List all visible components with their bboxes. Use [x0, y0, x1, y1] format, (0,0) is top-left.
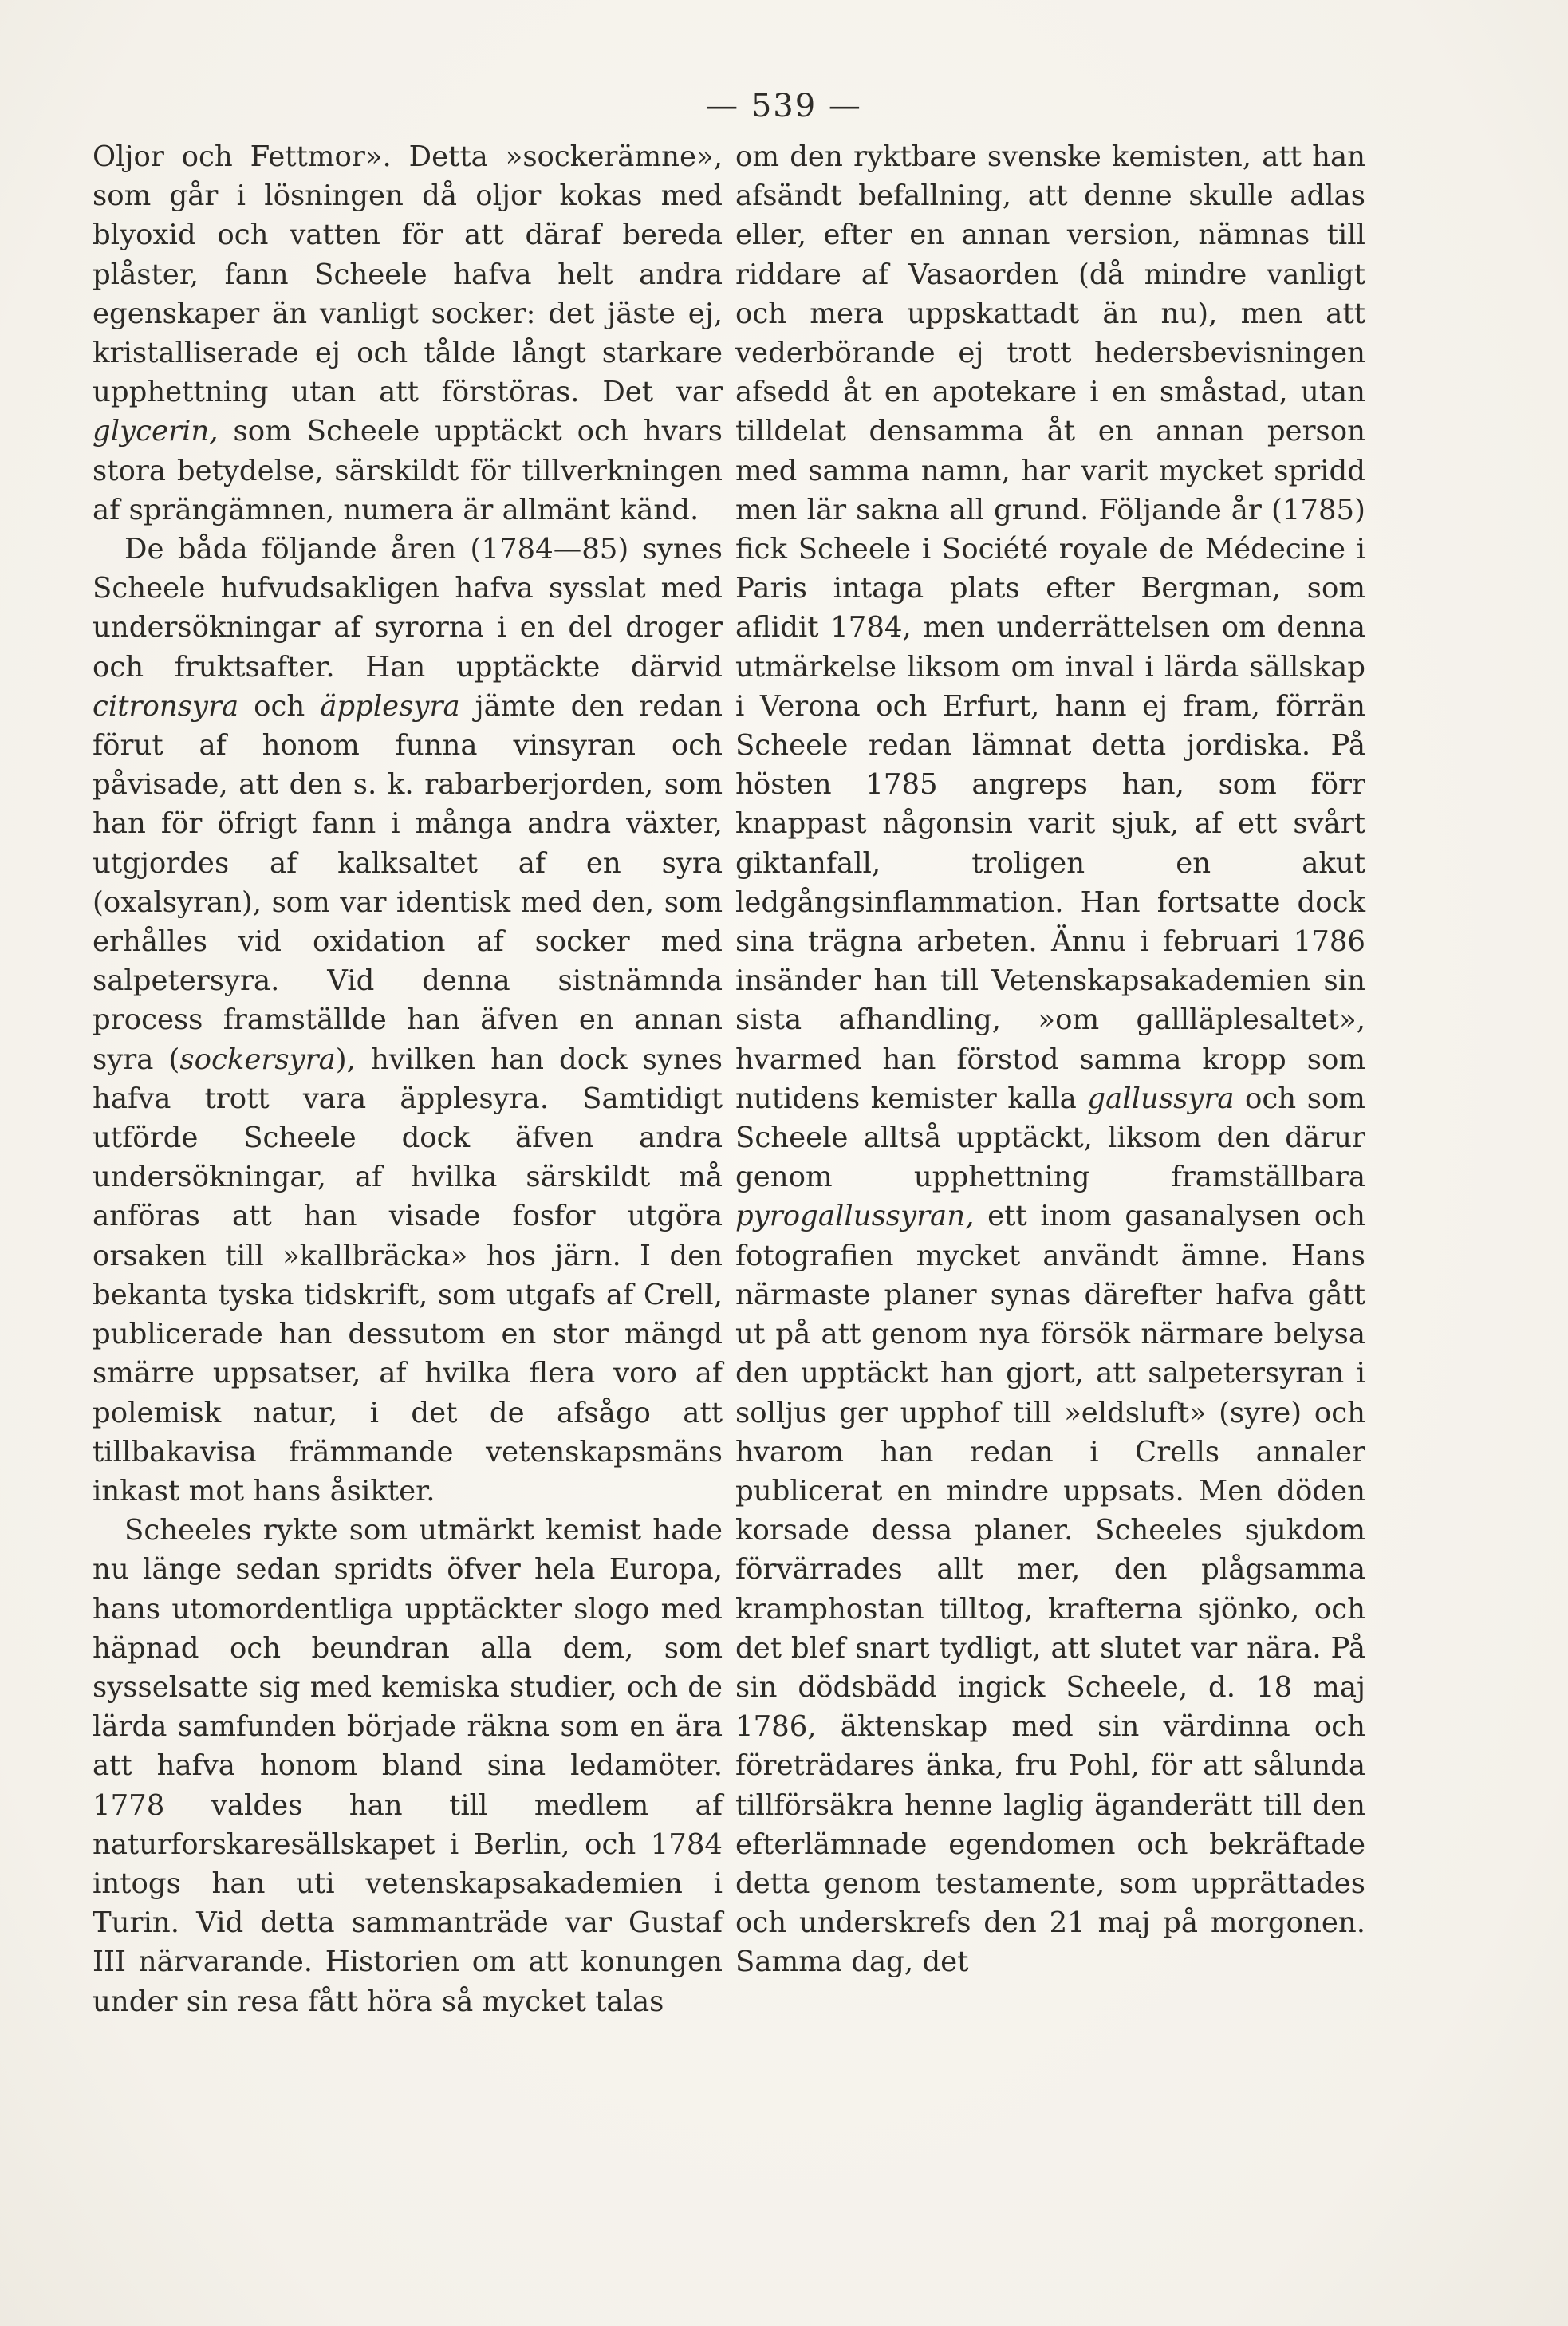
- right-text-column: [735, 137, 1365, 1982]
- paragraph-text: ett inom gasanalysen och fotografien mycket användt ämne. Hans närmaste planer synas därefter hafva gått ut på att genom nya försök närmare belysa den upptäckt han gjort, att salpetersyran i solljus ger upphof till »eldsluft» (syre) och hvarom han redan i Crells annaler publicerat en mindre uppsats. Men döden korsade dessa planer. Scheeles sjukdom förvärrades allt mer, den plågsamma kramphostan tilltog, krafterna sjönko, och det blef snart tydligt, att slutet var nära. På sin dödsbädd ingick Scheele, d. 18 maj 1786, äktenskap med sin värdinna och företrädares änka, fru Pohl, för att sålunda tillförsäkra henne laglig äganderätt till den efterlämnade egendomen och bekräftade detta genom testamente, som upprättades och underskrefs den 21 maj på morgonen. Samma dag, det: [735, 1200, 1365, 1979]
- paragraph-text: Scheeles rykte som utmärkt kemist hade nu länge sedan spridts öfver hela Europa, hans utomordentliga upptäckter slogo med häpnad och beundran alla dem, som sysselsatte sig med kemiska studier, och de lärda samfunden började räkna som en ära att hafva honom bland sina ledamöter. 1778 valdes han till medlem af naturforskaresällskapet i Berlin, och 1784 intogs han uti vetenskapsakademien i Turin. Vid detta sammanträde var Gustaf III närvarande. Historien om att konungen under sin resa fått höra så mycket talas: [93, 1514, 723, 2018]
- paragraph-text: om den ryktbare svenske kemisten, att han afsändt befallning, att denne skulle adlas eller, efter en annan version, nämnas till riddare af Vasaorden (då mindre vanligt och mera uppskattadt än nu), men att vederbörande ej trott hedersbevisningen afsedd åt en apotekare i en småstad, utan tilldelat densamma åt en annan person med samma namn, har varit mycket spridd men lär sakna all grund. Följande år (1785) fick Scheele i Société royale de Médecine i Paris intaga plats efter Bergman, som aflidit 1784, men underrättelsen om denna utmärkelse liksom om inval i lärda sällskap i Verona och Erfurt, hann ej fram, förrän Scheele redan lämnat detta jordiska. På hösten 1785 angreps han, som förr knappast någonsin varit sjuk, af ett svårt giktanfall, troligen en akut ledgångsinflammation. Han fortsatte dock sina trägna arbeten. Ännu i februari 1786 insänder han till Vetenskapsakademien sin sista afhandling, »om gallläplesaltet», hvarmed han förstod samma kropp som nutidens kemister kalla: [735, 140, 1365, 1115]
- left-text-column: [93, 137, 723, 2021]
- paragraph: [93, 137, 723, 530]
- paragraph-text: och som Scheele alltså upptäckt, liksom den därur genom upphettning framställbara: [735, 1082, 1365, 1194]
- paragraph-text: ), hvilken han dock synes hafva trott vara äpplesyra. Samtidigt utförde Scheele dock äfven andra undersökningar, af hvilka särskildt må anföras att han visade fosfor utgöra orsaken till »kallbräcka» hos järn. I den bekanta tyska tidskrift, som utgafs af Crell, publicerade han dessutom en stor mängd smärre uppsatser, af hvilka flera voro af polemisk natur, i det de afsågo att tillbakavisa främmande vetenskapsmäns inkast mot hans åsikter.: [93, 1043, 723, 1508]
- paragraph-text: som Scheele upptäckt och hvars stora betydelse, särskildt för tillverkningen af sprängämnen, numera är allmänt känd.: [93, 415, 723, 526]
- page-number: — 539 —: [706, 88, 862, 124]
- paragraph-text: Oljor och Fettmor». Detta »sockerämne», som går i lösningen då oljor kokas med blyoxid och vatten för att däraf bereda plåster, fann Scheele hafva helt andra egenskaper än vanligt socker: det jäste ej, kristalliserade ej och tålde långt starkare upphettning utan att förstöras. Det var: [93, 140, 723, 409]
- paragraph-text: jämte den redan förut af honom funna vinsyran och påvisade, att den s. k. rabarberjorden, som han för öfrigt fann i många andra växter, utgjordes af kalksaltet af en syra (oxalsyran), som var identisk med den, som erhålles vid oxidation af socker med salpetersyra. Vid denna sistnämnda process framställde han äfven en annan syra (: [93, 689, 723, 1076]
- italic-term: citronsyra: [93, 689, 239, 723]
- paragraph: [93, 1511, 723, 2021]
- paragraph: [735, 137, 1365, 1982]
- italic-term: sockersyra: [179, 1043, 336, 1076]
- italic-term: pyrogallussyran,: [735, 1200, 975, 1233]
- paragraph: [93, 530, 723, 1511]
- italic-term: gallussyra: [1087, 1082, 1235, 1115]
- paragraph-text: och: [238, 689, 321, 723]
- italic-term: äpplesyra: [320, 689, 460, 723]
- italic-term: glycerin,: [93, 415, 219, 448]
- paragraph-text: De båda följande åren (1784—85) synes Scheele hufvudsakligen hafva sysslat med undersökningar af syrorna i en del droger och fruktsafter. Han upptäckte därvid: [93, 533, 723, 684]
